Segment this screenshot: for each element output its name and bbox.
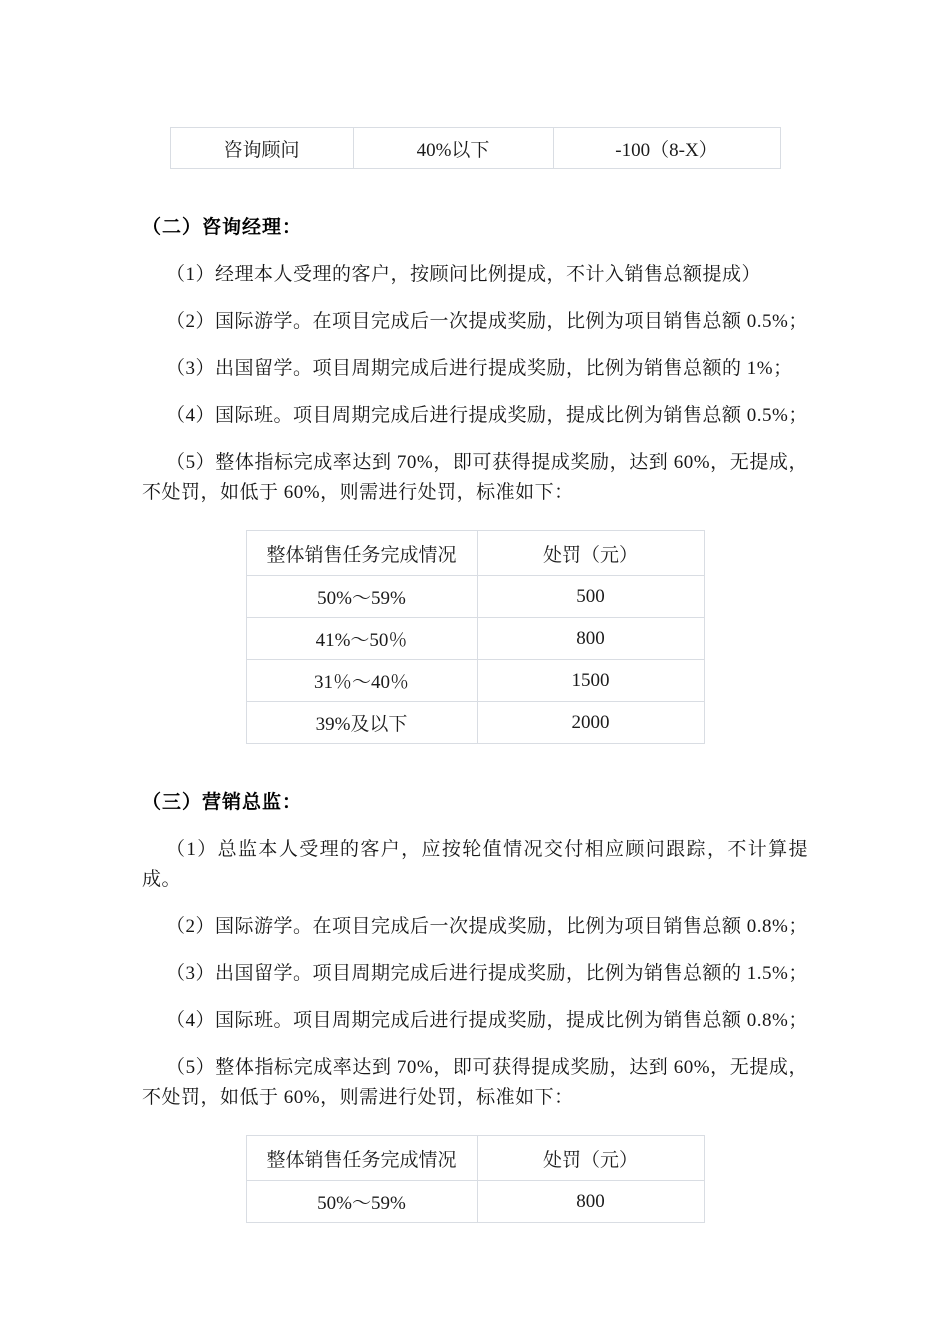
table-cell-range: 50%～59% [246, 576, 477, 618]
table-cell-completion: 40%以下 [353, 128, 553, 169]
section-3-heading: （三）营销总监： [142, 792, 303, 813]
section-2-item-1: （1）经理本人受理的客户，按顾问比例提成，不计入销售总额提成） [166, 264, 762, 285]
table-cell-amount: 1500 [477, 660, 704, 702]
table-row [170, 128, 780, 169]
table-cell-role: 咨询顾问 [170, 128, 353, 169]
table-header-completion: 整体销售任务完成情况 [246, 531, 477, 576]
table-row [246, 618, 704, 660]
section-3-item-5: （5）整体指标完成率达到 70%，即可获得提成奖励，达到 60%，无提成，不处罚，如低于 60%，则需进行处罚，标准如下： [142, 1057, 808, 1108]
table-header-penalty: 处罚（元） [477, 531, 704, 576]
section-2-penalty-table [246, 530, 705, 744]
table-header-completion: 整体销售任务完成情况 [246, 1136, 477, 1181]
section-3-item-2: （2）国际游学。在项目完成后一次提成奖励，比例为项目销售总额 0.8%； [166, 916, 808, 937]
section-3-item-3: （3）出国留学。项目周期完成后进行提成奖励，比例为销售总额的 1.5%； [166, 963, 808, 984]
table-row [246, 702, 704, 744]
section-3-penalty-table [246, 1135, 705, 1223]
table-header-row [246, 1136, 704, 1181]
section-2-item-3: （3）出国留学。项目周期完成后进行提成奖励，比例为销售总额的 1%； [166, 358, 793, 379]
table-cell-range: 41%～50％ [246, 618, 477, 660]
table-row [246, 1181, 704, 1223]
table-cell-amount: 2000 [477, 702, 704, 744]
section-2-heading: （二）咨询经理： [142, 217, 303, 238]
table-cell-range: 31％～40％ [246, 660, 477, 702]
table-header-row [246, 531, 704, 576]
section-3-item-4: （4）国际班。项目周期完成后进行提成奖励，提成比例为销售总额 0.8%； [166, 1010, 808, 1031]
section-2-item-4: （4）国际班。项目周期完成后进行提成奖励，提成比例为销售总额 0.5%； [166, 405, 808, 426]
table-row [246, 576, 704, 618]
table-cell-amount: 800 [477, 618, 704, 660]
table-header-penalty: 处罚（元） [477, 1136, 704, 1181]
table-cell-amount: 500 [477, 576, 704, 618]
section-2-item-5: （5）整体指标完成率达到 70%，即可获得提成奖励，达到 60%，无提成，不处罚，如低于 60%，则需进行处罚，标准如下： [142, 452, 808, 503]
section-2-item-2: （2）国际游学。在项目完成后一次提成奖励，比例为项目销售总额 0.5%； [166, 311, 808, 332]
table-cell-range: 50%～59% [246, 1181, 477, 1223]
table-cell-penalty: -100（8-X） [553, 128, 780, 169]
table-row [246, 660, 704, 702]
table-cell-amount: 800 [477, 1181, 704, 1223]
section-3-item-1: （1）总监本人受理的客户，应按轮值情况交付相应顾问跟踪，不计算提成。 [142, 839, 808, 890]
table-cell-range: 39%及以下 [246, 702, 477, 744]
consultant-commission-table [170, 127, 781, 169]
